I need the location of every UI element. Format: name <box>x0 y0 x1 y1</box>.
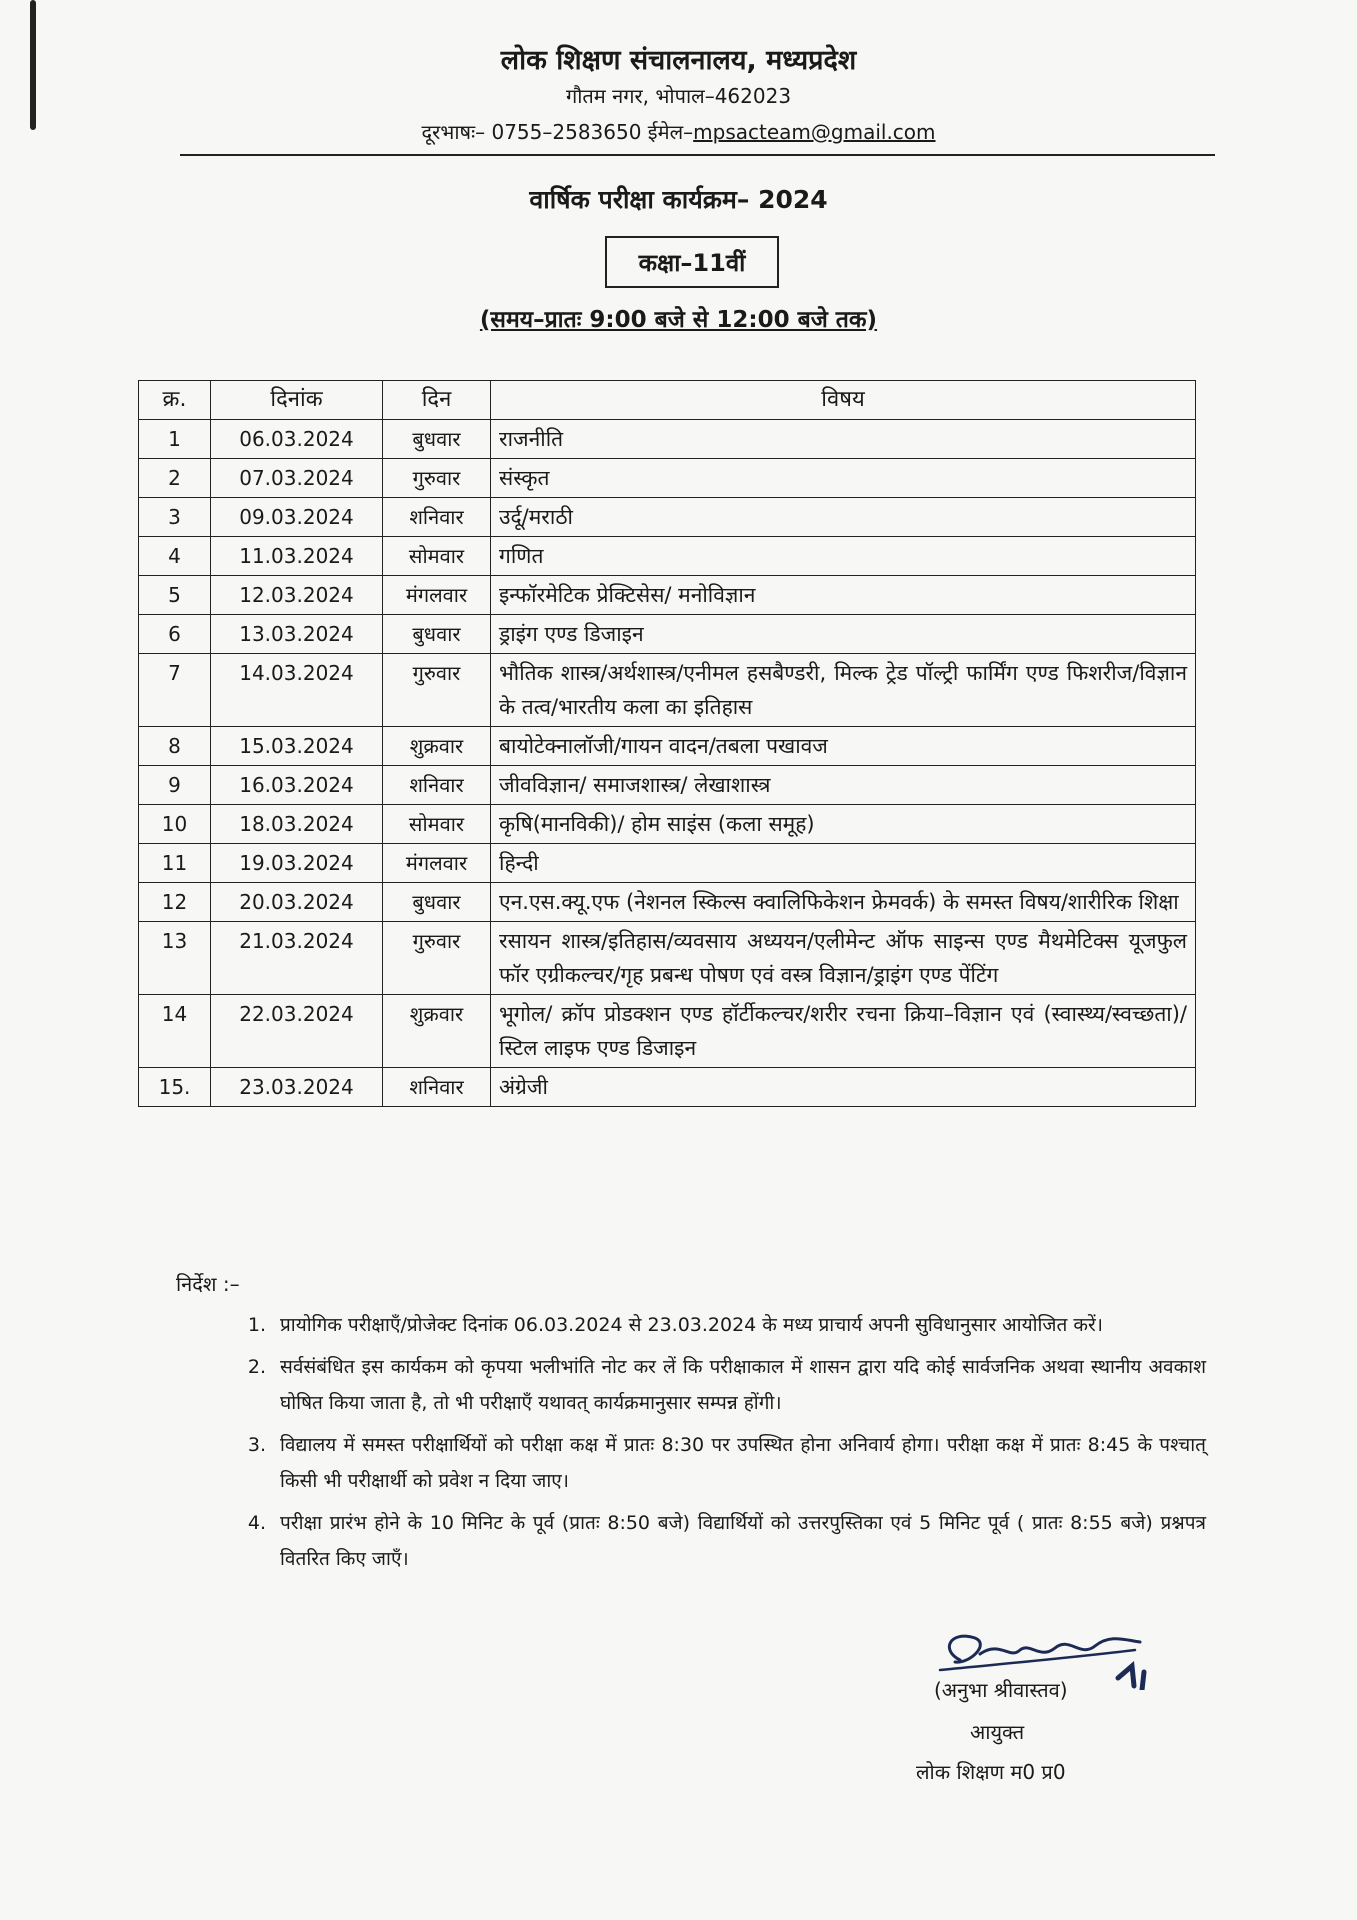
cell-subject: एन.एस.क्यू.एफ (नेशनल स्किल्स क्वालिफिकेशन फ्रेमवर्क) के समस्त विषय/शारीरिक शिक्षा <box>491 883 1196 922</box>
table-row <box>139 766 1196 805</box>
cell-serial: 12 <box>139 883 211 922</box>
cell-day: शनिवार <box>383 498 491 537</box>
cell-date: 09.03.2024 <box>211 498 383 537</box>
table-row <box>139 576 1196 615</box>
cell-date: 06.03.2024 <box>211 420 383 459</box>
cell-date: 19.03.2024 <box>211 844 383 883</box>
cell-subject: हिन्दी <box>491 844 1196 883</box>
instruction-text: सर्वसंबंधित इस कार्यकम को कृपया भलीभांति नोट कर लें कि परीक्षाकाल में शासन द्वारा यदि कोई सार्वजनिक अथवा स्थानीय अवकाश घोषित किया जाता है, तो भी परीक्षाएँ यथावत् कार्यक्रमानुसार सम्पन्न होंगी। <box>280 1356 1206 1414</box>
org-name: लोक शिक्षण संचालनालय, मध्यप्रदेश <box>500 45 857 76</box>
cell-subject: कृषि(मानविकी)/ होम साइंस (कला समूह) <box>491 805 1196 844</box>
cell-day: बुधवार <box>383 883 491 922</box>
table-row <box>139 844 1196 883</box>
instruction-number: 3. <box>247 1434 266 1456</box>
instruction-item <box>176 1349 1206 1421</box>
cell-day: बुधवार <box>383 420 491 459</box>
instruction-item <box>176 1505 1206 1577</box>
cell-date: 22.03.2024 <box>211 995 383 1068</box>
cell-subject: राजनीति <box>491 420 1196 459</box>
cell-subject: भौतिक शास्त्र/अर्थशास्त्र/एनीमल हसबैण्डरी, मिल्क ट्रेड पॉल्ट्री फार्मिंग एण्ड फिशरीज/विज्ञान के तत्व/भारतीय कला का इतिहास <box>491 654 1196 727</box>
cell-serial: 7 <box>139 654 211 727</box>
cell-date: 15.03.2024 <box>211 727 383 766</box>
cell-serial: 10 <box>139 805 211 844</box>
signatory-office: लोक शिक्षण म0 प्र0 <box>916 1760 1066 1784</box>
cell-serial: 3 <box>139 498 211 537</box>
table-row <box>139 727 1196 766</box>
cell-subject: उर्दू/मराठी <box>491 498 1196 537</box>
table-row <box>139 995 1196 1068</box>
contact-email: mpsacteam@gmail.com <box>693 120 936 144</box>
cell-subject: ड्राइंग एण्ड डिजाइन <box>491 615 1196 654</box>
cell-date: 07.03.2024 <box>211 459 383 498</box>
table-row <box>139 537 1196 576</box>
instruction-text: प्रायोगिक परीक्षाएँ/प्रोजेक्ट दिनांक 06.03.2024 से 23.03.2024 के मध्य प्राचार्य अपनी सुविधानुसार आयोजित करें। <box>280 1314 1103 1336</box>
cell-serial: 15. <box>139 1068 211 1107</box>
cell-date: 11.03.2024 <box>211 537 383 576</box>
cell-day: शनिवार <box>383 766 491 805</box>
table-row <box>139 459 1196 498</box>
table-row <box>139 805 1196 844</box>
table-row <box>139 1068 1196 1107</box>
instruction-text: विद्यालय में समस्त परीक्षार्थियों को परीक्षा कक्ष में प्रातः 8:30 पर उपस्थित होना अनिवार्य होगा। परीक्षा कक्ष में प्रातः 8:45 के पश्चात् किसी भी परीक्षार्थी को प्रवेश न दिया जाए। <box>280 1434 1206 1492</box>
cell-serial: 8 <box>139 727 211 766</box>
class-label-box <box>605 236 779 288</box>
cell-date: 21.03.2024 <box>211 922 383 995</box>
cell-date: 13.03.2024 <box>211 615 383 654</box>
cell-serial: 9 <box>139 766 211 805</box>
cell-subject: जीवविज्ञान/ समाजशास्त्र/ लेखाशास्त्र <box>491 766 1196 805</box>
instruction-number: 1. <box>247 1314 266 1336</box>
cell-serial: 6 <box>139 615 211 654</box>
instructions-section <box>176 1270 1206 1583</box>
cell-serial: 1 <box>139 420 211 459</box>
header-date: दिनांक <box>211 381 383 420</box>
exam-timing-text: (समय–प्रातः 9:00 बजे से 12:00 बजे तक) <box>479 307 878 333</box>
cell-day: मंगलवार <box>383 576 491 615</box>
cell-subject: भूगोल/ क्रॉप प्रोडक्शन एण्ड हॉर्टीकल्चर/शरीर रचना क्रिया–विज्ञान एवं (स्वास्थ्य/स्वच्छता)/स्टिल लाइफ एण्ड डिजाइन <box>491 995 1196 1068</box>
signatory-name: (अनुभा श्रीवास्तव) <box>934 1678 1068 1702</box>
table-body <box>139 420 1196 1107</box>
cell-date: 18.03.2024 <box>211 805 383 844</box>
org-address: गौतम नगर, भोपाल–462023 <box>565 84 792 108</box>
table-header-row <box>139 381 1196 420</box>
instruction-number: 2. <box>247 1356 266 1378</box>
page-title: वार्षिक परीक्षा कार्यक्रम– 2024 <box>529 185 828 214</box>
cell-subject: गणित <box>491 537 1196 576</box>
cell-date: 23.03.2024 <box>211 1068 383 1107</box>
cell-serial: 14 <box>139 995 211 1068</box>
cell-subject: बायोटेक्नालॉजी/गायन वादन/तबला पखावज <box>491 727 1196 766</box>
instruction-item <box>176 1427 1206 1499</box>
table-row <box>139 922 1196 995</box>
cell-day: शनिवार <box>383 1068 491 1107</box>
header-subject: विषय <box>491 381 1196 420</box>
header-rule <box>180 154 1215 156</box>
cell-subject: अंग्रेजी <box>491 1068 1196 1107</box>
cell-serial: 13 <box>139 922 211 995</box>
table-row <box>139 498 1196 537</box>
cell-serial: 5 <box>139 576 211 615</box>
cell-subject: रसायन शास्त्र/इतिहास/व्यवसाय अध्ययन/एलीमेन्ट ऑफ साइन्स एण्ड मैथमेटिक्स यूजफुल फॉर एग्रीकल्चर/गृह प्रबन्ध पोषण एवं वस्त्र विज्ञान/ड्राइंग एण्ड पेंटिंग <box>491 922 1196 995</box>
instruction-number: 4. <box>247 1512 266 1534</box>
signatory-role: आयुक्त <box>970 1720 1025 1744</box>
instructions-title: निर्देश :– <box>176 1272 240 1296</box>
cell-day: सोमवार <box>383 805 491 844</box>
cell-day: गुरुवार <box>383 654 491 727</box>
exam-schedule-table <box>138 380 1196 1107</box>
cell-day: मंगलवार <box>383 844 491 883</box>
cell-subject: इन्फॉरमेटिक प्रेक्टिसेस/ मनोविज्ञान <box>491 576 1196 615</box>
exam-timing <box>0 302 1357 334</box>
instructions-list <box>176 1307 1206 1577</box>
cell-day: बुधवार <box>383 615 491 654</box>
cell-serial: 2 <box>139 459 211 498</box>
header-serial: क्र. <box>139 381 211 420</box>
class-label: कक्षा–11वीं <box>638 248 746 277</box>
cell-subject: संस्कृत <box>491 459 1196 498</box>
instruction-item <box>176 1307 1206 1343</box>
instruction-text: परीक्षा प्रारंभ होने के 10 मिनिट के पूर्व (प्रातः 8:50 बजे) विद्यार्थियों को उत्तरपुस्तिका एवं 5 मिनिट पूर्व ( प्रातः 8:55 बजे) प्रश्नपत्र वितरित किए जाएँ। <box>280 1512 1206 1570</box>
cell-date: 14.03.2024 <box>211 654 383 727</box>
cell-date: 12.03.2024 <box>211 576 383 615</box>
cell-day: गुरुवार <box>383 922 491 995</box>
cell-date: 16.03.2024 <box>211 766 383 805</box>
contact-prefix: दूरभाषः– 0755–2583650 ईमेल– <box>421 120 694 144</box>
table-row <box>139 615 1196 654</box>
cell-serial: 11 <box>139 844 211 883</box>
cell-day: सोमवार <box>383 537 491 576</box>
org-contact <box>0 118 1357 145</box>
cell-day: शुक्रवार <box>383 727 491 766</box>
table-row <box>139 654 1196 727</box>
cell-date: 20.03.2024 <box>211 883 383 922</box>
header-day: दिन <box>383 381 491 420</box>
cell-serial: 4 <box>139 537 211 576</box>
table-row <box>139 883 1196 922</box>
cell-day: शुक्रवार <box>383 995 491 1068</box>
table-row <box>139 420 1196 459</box>
cell-day: गुरुवार <box>383 459 491 498</box>
